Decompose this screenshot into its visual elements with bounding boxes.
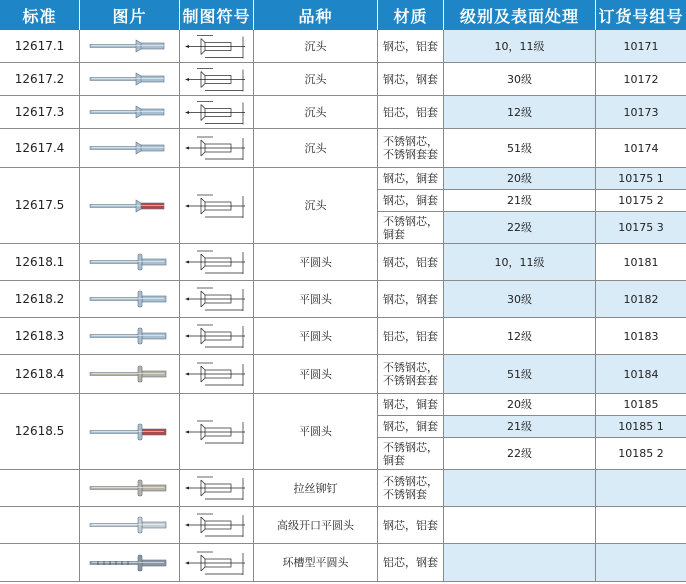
grade-cell: 21级 — [444, 416, 596, 438]
standard-cell: 12618.1 — [0, 244, 80, 281]
material-cell: 铝芯，钢套 — [378, 544, 444, 582]
order-number-cell: 10185 — [596, 394, 686, 416]
material-cell: 钢芯，铜套 — [378, 168, 444, 190]
material-cell: 钢芯，铝套 — [378, 244, 444, 281]
variety-cell: 拉丝铆钉 — [254, 470, 378, 507]
grade-cell: 20级 — [444, 168, 596, 190]
order-number-cell: 10183 — [596, 318, 686, 355]
material-cell: 钢芯，钢套 — [378, 63, 444, 96]
order-number-cell: 10181 — [596, 244, 686, 281]
order-number-cell: 10174 — [596, 129, 686, 168]
rivet-photo-image — [80, 244, 180, 281]
standard-cell: 12617.2 — [0, 63, 80, 96]
variety-cell: 平圆头 — [254, 244, 378, 281]
rivet-photo-image — [80, 544, 180, 582]
material-cell: 不锈钢芯，铜套 — [378, 212, 444, 244]
header-picture: 图片 — [80, 0, 180, 30]
rivet-drawing-symbol — [180, 96, 254, 129]
grade-cell — [444, 544, 596, 582]
grade-cell: 51级 — [444, 355, 596, 394]
order-number-cell: 10172 — [596, 63, 686, 96]
rivet-drawing-symbol — [180, 63, 254, 96]
rivet-drawing-symbol — [180, 168, 254, 244]
rivet-drawing-symbol — [180, 244, 254, 281]
standard-cell: 12617.4 — [0, 129, 80, 168]
grade-cell: 12级 — [444, 318, 596, 355]
standard-cell: 12617.3 — [0, 96, 80, 129]
material-cell: 不锈钢芯，不锈钢套 — [378, 470, 444, 507]
grade-cell: 22级 — [444, 438, 596, 470]
material-cell: 不锈钢芯，铜套 — [378, 438, 444, 470]
order-number-cell: 10185 2 — [596, 438, 686, 470]
variety-cell: 沉头 — [254, 96, 378, 129]
rivet-photo-image — [80, 507, 180, 544]
header-order: 订货号组号 — [596, 0, 686, 30]
rivet-drawing-symbol — [180, 394, 254, 470]
grade-cell: 20级 — [444, 394, 596, 416]
material-cell: 铝芯，铝套 — [378, 318, 444, 355]
grade-cell: 22级 — [444, 212, 596, 244]
header-drawing: 制图符号 — [180, 0, 254, 30]
variety-cell: 沉头 — [254, 168, 378, 244]
variety-cell: 环槽型平圆头 — [254, 544, 378, 582]
rivet-photo-image — [80, 281, 180, 318]
material-cell: 钢芯，钢套 — [378, 281, 444, 318]
standard-cell: 12618.2 — [0, 281, 80, 318]
rivet-drawing-symbol — [180, 507, 254, 544]
rivet-drawing-symbol — [180, 470, 254, 507]
order-number-cell: 10173 — [596, 96, 686, 129]
header-material: 材质 — [378, 0, 444, 30]
material-cell: 不锈钢芯，不锈钢套套 — [378, 355, 444, 394]
order-number-cell: 10171 — [596, 30, 686, 63]
rivet-photo-image — [80, 129, 180, 168]
standard-cell — [0, 507, 80, 544]
order-number-cell: 10175 3 — [596, 212, 686, 244]
material-cell: 不锈钢芯，不锈钢套套 — [378, 129, 444, 168]
rivet-photo-image — [80, 470, 180, 507]
grade-cell: 12级 — [444, 96, 596, 129]
grade-cell: 10，11级 — [444, 244, 596, 281]
grade-cell: 30级 — [444, 63, 596, 96]
order-number-cell — [596, 507, 686, 544]
standard-cell: 12618.4 — [0, 355, 80, 394]
variety-cell: 沉头 — [254, 30, 378, 63]
rivet-drawing-symbol — [180, 30, 254, 63]
standard-cell: 12617.5 — [0, 168, 80, 244]
rivet-photo-image — [80, 96, 180, 129]
standard-cell — [0, 544, 80, 582]
order-number-cell: 10182 — [596, 281, 686, 318]
order-number-cell — [596, 470, 686, 507]
order-number-cell: 10185 1 — [596, 416, 686, 438]
material-cell: 钢芯，铝套 — [378, 30, 444, 63]
variety-cell: 平圆头 — [254, 355, 378, 394]
rivet-drawing-symbol — [180, 544, 254, 582]
rivet-photo-image — [80, 355, 180, 394]
material-cell: 铝芯，铝套 — [378, 96, 444, 129]
variety-cell: 沉头 — [254, 129, 378, 168]
grade-cell — [444, 470, 596, 507]
grade-cell: 21级 — [444, 190, 596, 212]
header-standard: 标准 — [0, 0, 80, 30]
order-number-cell: 10175 2 — [596, 190, 686, 212]
grade-cell: 10，11级 — [444, 30, 596, 63]
order-number-cell: 10175 1 — [596, 168, 686, 190]
material-cell: 钢芯，铜套 — [378, 416, 444, 438]
rivet-drawing-symbol — [180, 318, 254, 355]
rivet-drawing-symbol — [180, 281, 254, 318]
variety-cell: 平圆头 — [254, 394, 378, 470]
variety-cell: 高级开口平圆头 — [254, 507, 378, 544]
grade-cell — [444, 507, 596, 544]
variety-cell: 平圆头 — [254, 281, 378, 318]
order-number-cell — [596, 544, 686, 582]
variety-cell: 平圆头 — [254, 318, 378, 355]
rivet-drawing-symbol — [180, 355, 254, 394]
standard-cell — [0, 470, 80, 507]
rivet-photo-image — [80, 168, 180, 244]
order-number-cell: 10184 — [596, 355, 686, 394]
standard-cell: 12617.1 — [0, 30, 80, 63]
variety-cell: 沉头 — [254, 63, 378, 96]
rivet-photo-image — [80, 318, 180, 355]
header-grade: 级别及表面处理 — [444, 0, 596, 30]
material-cell: 钢芯，铝套 — [378, 507, 444, 544]
header-variety: 品种 — [254, 0, 378, 30]
material-cell: 钢芯，铜套 — [378, 394, 444, 416]
standard-cell: 12618.3 — [0, 318, 80, 355]
rivet-photo-image — [80, 394, 180, 470]
rivet-drawing-symbol — [180, 129, 254, 168]
grade-cell: 51级 — [444, 129, 596, 168]
standard-cell: 12618.5 — [0, 394, 80, 470]
rivet-photo-image — [80, 63, 180, 96]
rivet-photo-image — [80, 30, 180, 63]
material-cell: 钢芯，铜套 — [378, 190, 444, 212]
grade-cell: 30级 — [444, 281, 596, 318]
